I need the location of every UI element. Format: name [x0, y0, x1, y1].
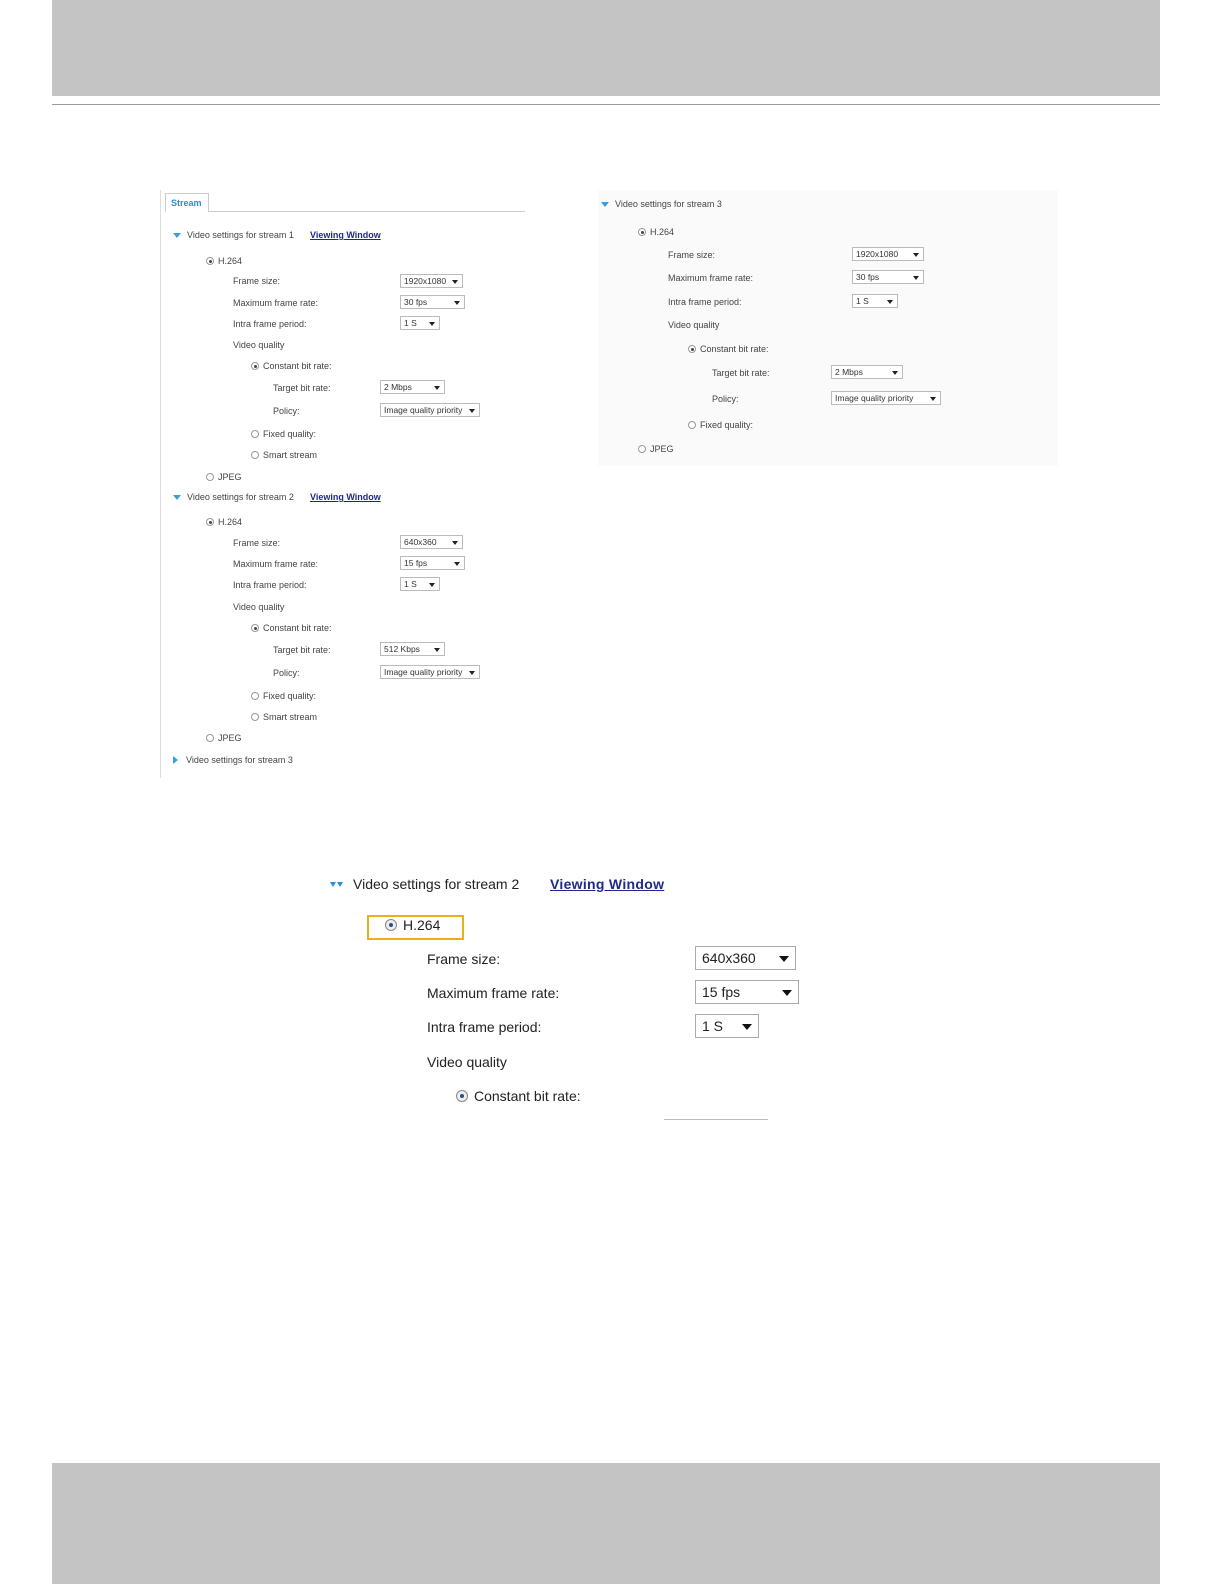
expand-arrow-icon	[173, 495, 181, 500]
fixed-quality-radio[interactable]	[251, 429, 316, 439]
footer-band	[52, 1463, 1160, 1584]
target-bit-rate-label: Target bit rate:	[273, 383, 331, 393]
max-frame-rate-label: Maximum frame rate:	[233, 298, 319, 308]
max-frame-rate-select[interactable]: 30 fps	[852, 270, 924, 284]
radio-icon	[206, 473, 214, 481]
stream1-header-label: Video settings for stream 1	[187, 230, 294, 240]
fixed-quality-label: Fixed quality:	[700, 420, 754, 430]
expand-arrow-icon	[601, 202, 609, 207]
stream3-jpeg-radio[interactable]	[638, 444, 674, 454]
stream3-settings-panel	[598, 190, 1058, 466]
stream3-header-label: Video settings for stream 3	[186, 755, 293, 765]
policy-select[interactable]: Image quality priority	[380, 403, 480, 417]
video-quality-label: Video quality	[233, 602, 285, 612]
header-rule	[52, 104, 1160, 105]
tab-stream[interactable]: Stream	[165, 193, 209, 212]
stream3-header-label: Video settings for stream 3	[615, 199, 722, 209]
cbr-label: Constant bit rate:	[263, 623, 332, 633]
zoom-header-label: Video settings for stream 2	[353, 876, 520, 892]
constant-bit-rate-radio[interactable]	[251, 623, 332, 633]
stream2-h264-radio[interactable]	[206, 517, 242, 527]
max-frame-rate-label: Maximum frame rate:	[233, 559, 319, 569]
fixed-quality-radio[interactable]	[251, 691, 316, 701]
smart-stream-radio[interactable]	[251, 712, 317, 722]
radio-icon	[251, 624, 259, 632]
stream2-header-label: Video settings for stream 2	[187, 492, 294, 502]
target-bit-rate-select[interactable]: 512 Kbps	[380, 642, 445, 656]
target-bit-rate-label: Target bit rate:	[273, 645, 331, 655]
viewing-window-link[interactable]: Viewing Window	[310, 230, 381, 240]
smart-stream-radio[interactable]	[251, 450, 317, 460]
zoomed-stream2-panel	[310, 866, 810, 1126]
stream-settings-panel	[160, 190, 524, 778]
max-frame-rate-label: Maximum frame rate:	[668, 273, 754, 283]
viewing-window-link[interactable]: Viewing Window	[550, 876, 665, 892]
stream2-jpeg-radio[interactable]	[206, 733, 242, 743]
stream1-h264-radio[interactable]	[206, 256, 242, 266]
radio-icon	[251, 713, 259, 721]
intra-frame-select[interactable]: 1 S	[400, 316, 440, 330]
stream3-header[interactable]	[601, 199, 722, 209]
policy-select[interactable]: Image quality priority	[831, 391, 941, 405]
expand-arrow-icon	[330, 882, 343, 887]
radio-icon	[206, 518, 214, 526]
radio-icon	[206, 734, 214, 742]
radio-icon	[251, 362, 259, 370]
jpeg-label: JPEG	[650, 444, 674, 454]
frame-size-select[interactable]: 1920x1080	[400, 274, 463, 288]
stream1-header[interactable]	[173, 230, 294, 240]
constant-bit-rate-radio[interactable]	[456, 1088, 581, 1104]
h264-label: H.264	[218, 517, 243, 527]
frame-size-label: Frame size:	[427, 951, 501, 967]
h264-label: H.264	[403, 917, 441, 933]
radio-icon	[638, 228, 646, 236]
stream3-h264-radio[interactable]	[638, 227, 674, 237]
intra-frame-select[interactable]: 1 S	[400, 577, 440, 591]
policy-select[interactable]: Image quality priority	[380, 665, 480, 679]
h264-label: H.264	[218, 256, 243, 266]
jpeg-label: JPEG	[218, 733, 242, 743]
collapse-arrow-icon	[173, 756, 178, 764]
cbr-label: Constant bit rate:	[474, 1088, 581, 1104]
intra-frame-label: Intra frame period:	[233, 580, 307, 590]
target-bit-rate-select[interactable]: 2 Mbps	[831, 365, 903, 379]
max-frame-rate-select[interactable]: 15 fps	[695, 980, 799, 1004]
fixed-quality-label: Fixed quality:	[263, 429, 317, 439]
intra-frame-select[interactable]: 1 S	[852, 294, 898, 308]
intra-frame-label: Intra frame period:	[668, 297, 742, 307]
cropped-edge-line	[664, 1119, 768, 1120]
constant-bit-rate-radio[interactable]	[688, 344, 769, 354]
zoom-h264-radio[interactable]	[385, 917, 440, 933]
policy-label: Policy:	[712, 394, 739, 404]
tab-divider	[209, 211, 525, 212]
radio-icon	[206, 257, 214, 265]
target-bit-rate-select[interactable]: 2 Mbps	[380, 380, 445, 394]
frame-size-label: Frame size:	[233, 276, 281, 286]
radio-icon	[688, 345, 696, 353]
viewing-window-link[interactable]: Viewing Window	[310, 492, 381, 502]
radio-icon	[251, 451, 259, 459]
intra-frame-select[interactable]: 1 S	[695, 1014, 759, 1038]
header-band	[52, 0, 1160, 96]
constant-bit-rate-radio[interactable]	[251, 361, 332, 371]
policy-label: Policy:	[273, 406, 300, 416]
h264-label: H.264	[650, 227, 675, 237]
stream1-jpeg-radio[interactable]	[206, 472, 242, 482]
video-quality-label: Video quality	[668, 320, 720, 330]
radio-icon	[688, 421, 696, 429]
radio-icon	[251, 692, 259, 700]
frame-size-label: Frame size:	[233, 538, 281, 548]
policy-label: Policy:	[273, 668, 300, 678]
max-frame-rate-select[interactable]: 30 fps	[400, 295, 465, 309]
intra-frame-label: Intra frame period:	[427, 1019, 542, 1035]
zoom-stream2-header[interactable]	[330, 876, 519, 892]
radio-icon	[456, 1090, 468, 1102]
video-quality-label: Video quality	[233, 340, 285, 350]
intra-frame-label: Intra frame period:	[233, 319, 307, 329]
jpeg-label: JPEG	[218, 472, 242, 482]
stream2-header[interactable]	[173, 492, 294, 502]
frame-size-label: Frame size:	[668, 250, 716, 260]
fixed-quality-radio[interactable]	[688, 420, 753, 430]
smart-stream-label: Smart stream	[263, 712, 318, 722]
frame-size-select[interactable]: 1920x1080	[852, 247, 924, 261]
radio-icon	[385, 919, 397, 931]
cbr-label: Constant bit rate:	[263, 361, 332, 371]
radio-icon	[251, 430, 259, 438]
expand-arrow-icon	[173, 233, 181, 238]
radio-icon	[638, 445, 646, 453]
frame-size-select[interactable]: 640x360	[400, 535, 463, 549]
stream3-header-collapsed[interactable]	[173, 755, 293, 765]
frame-size-select[interactable]: 640x360	[695, 946, 796, 970]
fixed-quality-label: Fixed quality:	[263, 691, 317, 701]
cbr-label: Constant bit rate:	[700, 344, 769, 354]
max-frame-rate-label: Maximum frame rate:	[427, 985, 560, 1001]
max-frame-rate-select[interactable]: 15 fps	[400, 556, 465, 570]
smart-stream-label: Smart stream	[263, 450, 318, 460]
target-bit-rate-label: Target bit rate:	[712, 368, 770, 378]
video-quality-label: Video quality	[427, 1054, 507, 1070]
